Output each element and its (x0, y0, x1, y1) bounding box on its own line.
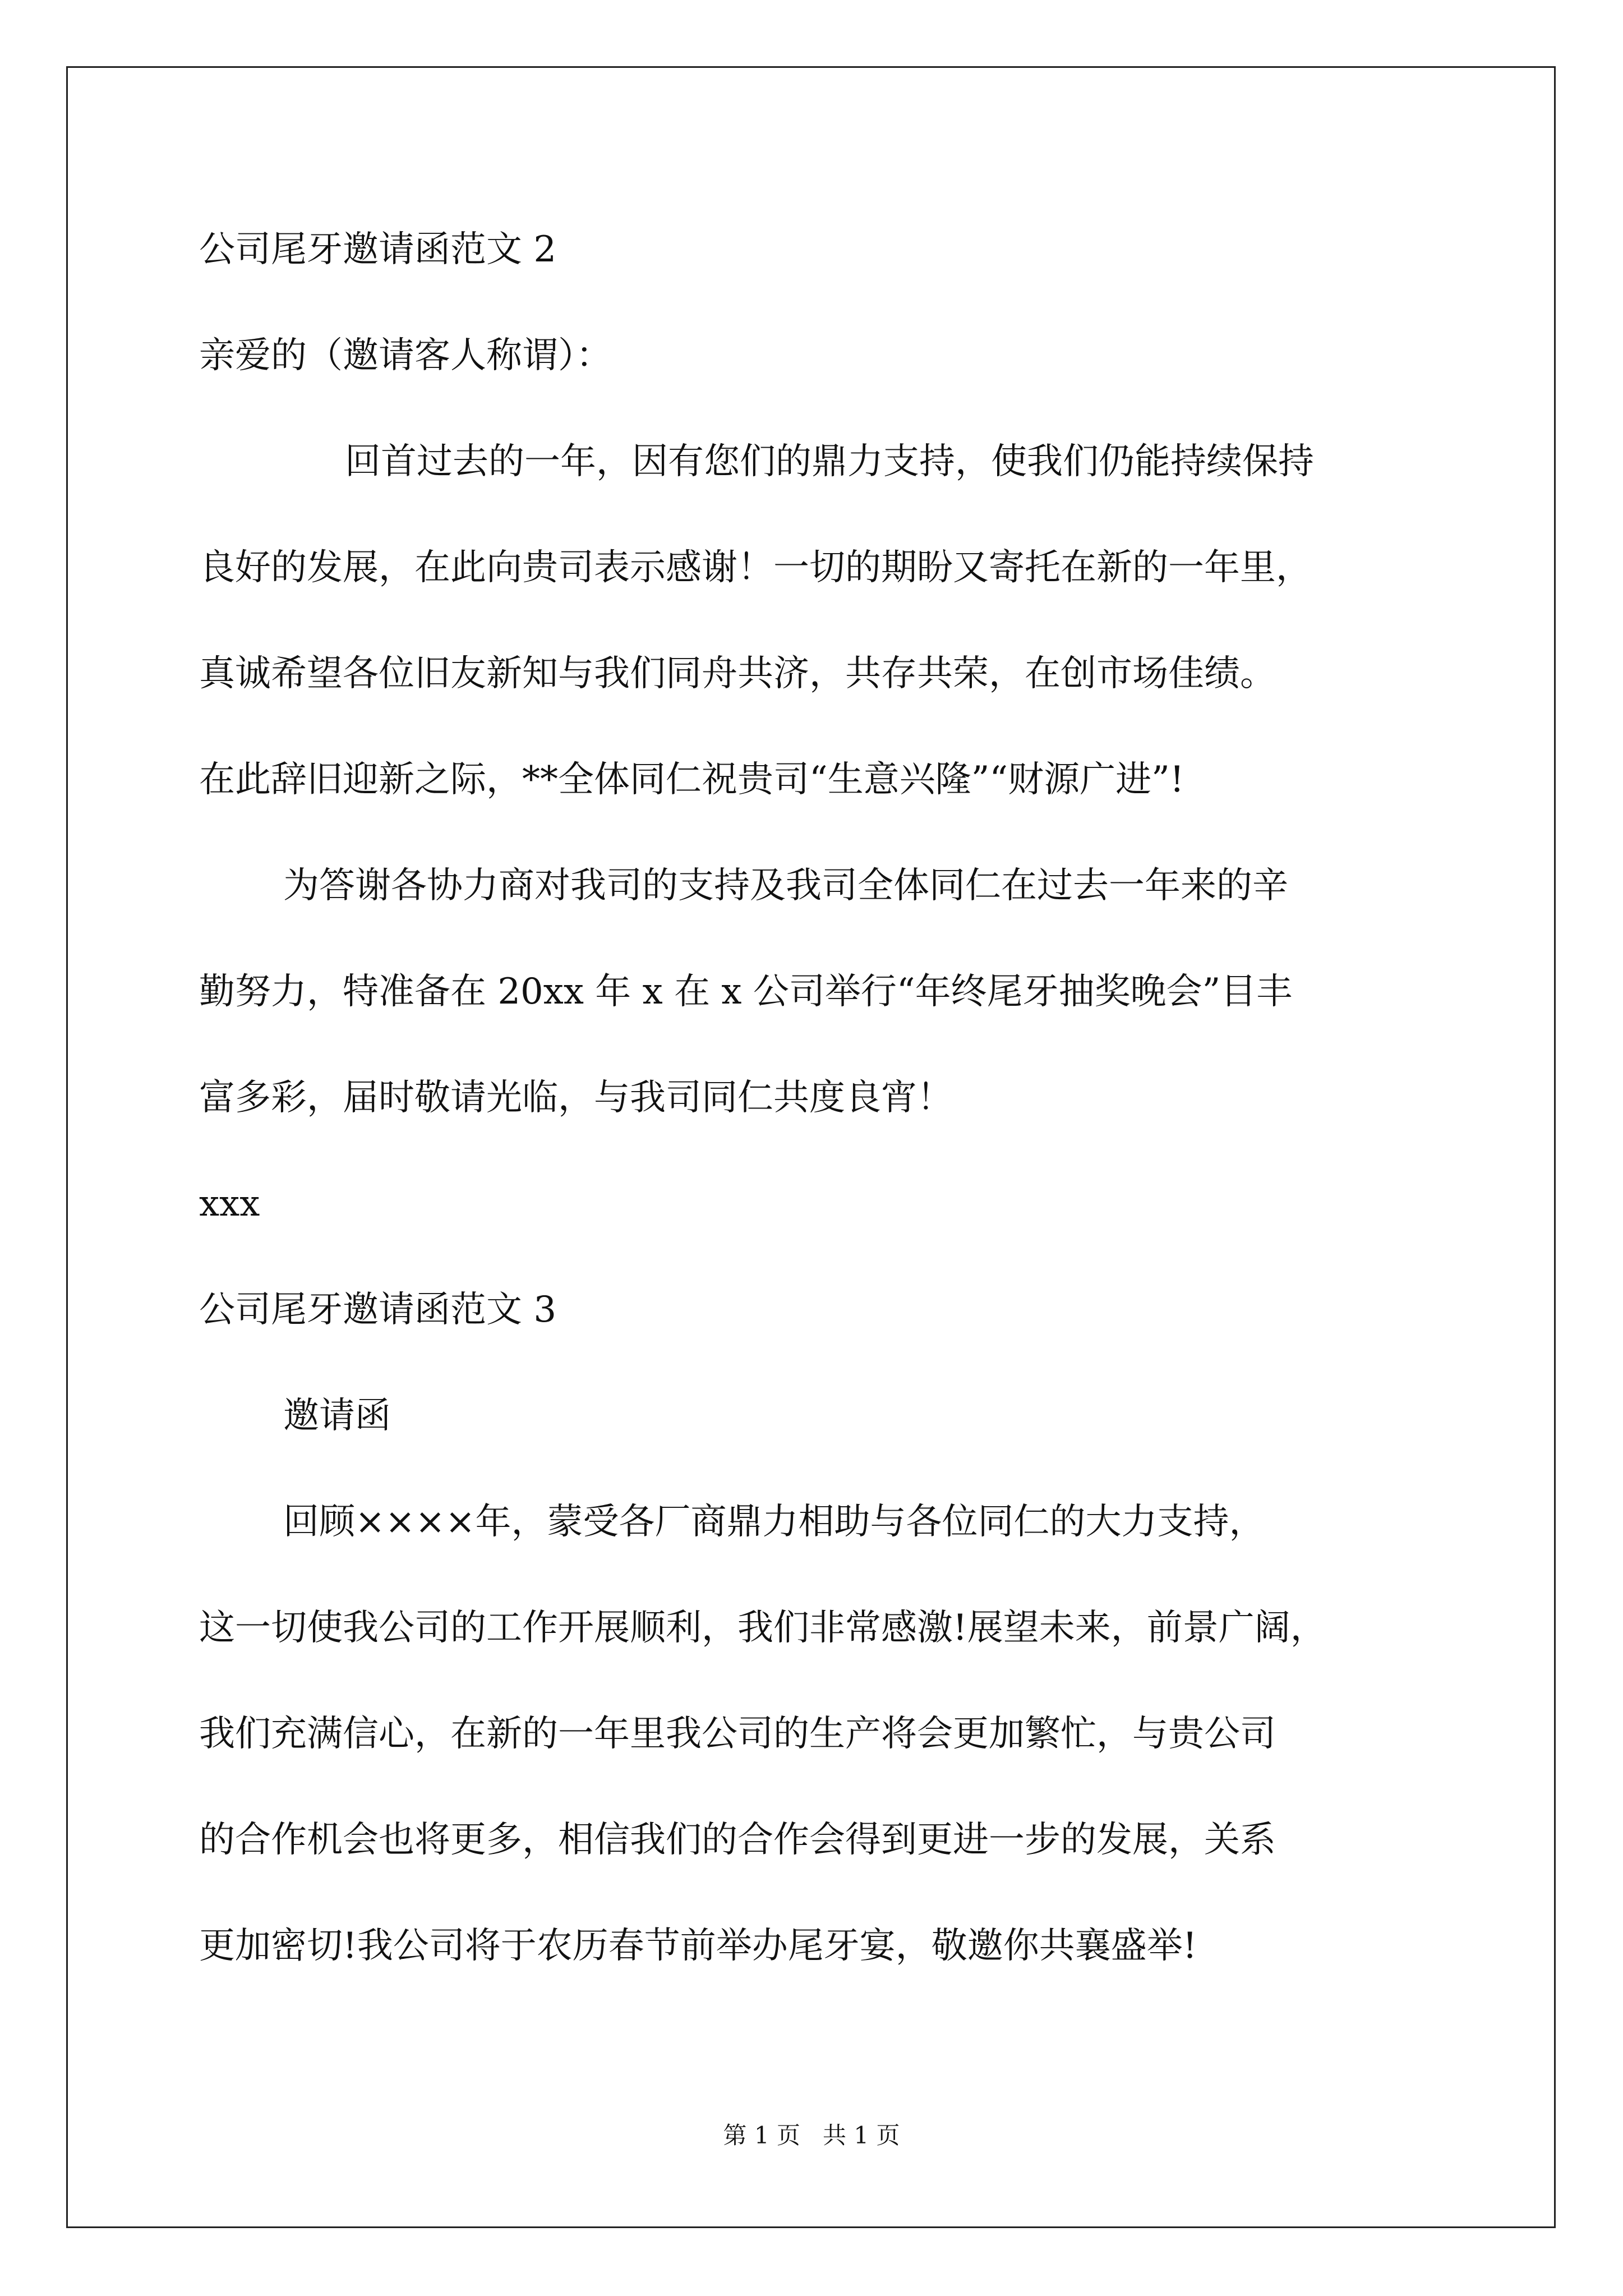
paragraph-line: 为答谢各协力商对我司的支持及我司全体同仁在过去一年来的辛 (283, 865, 1288, 907)
paragraph-line: 这一切使我公司的工作开展顺利，我们非常感激!展望未来，前景广阔， (199, 1607, 1326, 1649)
paragraph-line: 勤努力，特准备在 20xx 年 x 在 x 公司举行“年终尾牙抽奖晚会”目丰 (199, 971, 1293, 1013)
paragraph-line: 回首过去的一年，因有您们的鼎力支持，使我们仍能持续保持 (345, 441, 1314, 482)
paragraph-line: 我们充满信心，在新的一年里我公司的生产将会更加繁忙，与贵公司 (199, 1713, 1276, 1755)
paragraph-line: 的合作机会也将更多，相信我们的合作会得到更进一步的发展，关系 (199, 1819, 1276, 1861)
salutation: 亲爱的（邀请客人称谓）： (199, 335, 612, 376)
paragraph-line: 真诚希望各位旧友新知与我们同舟共济，共存共荣，在创市场佳绩。 (199, 653, 1276, 694)
paragraph-line: 在此辞旧迎新之际，**全体同仁祝贵司“生意兴隆”“财源广进”! (199, 759, 1184, 800)
paragraph-line: 回顾××××年，蒙受各厂商鼎力相助与各位同仁的大力支持， (283, 1501, 1265, 1543)
section-title-3: 公司尾牙邀请函范文 3 (199, 1289, 557, 1331)
paragraph-line: 良好的发展，在此向贵司表示感谢！一切的期盼又寄托在新的一年里， (199, 547, 1312, 588)
letter-heading: 邀请函 (283, 1395, 391, 1437)
paragraph-line: 更加密切!我公司将于农历春节前举办尾牙宴，敬邀你共襄盛举! (199, 1925, 1197, 1967)
page-border (66, 66, 1556, 2228)
signature: xxx (199, 1183, 260, 1225)
section-title-2: 公司尾牙邀请函范文 2 (199, 229, 557, 270)
page-footer: 第 1 页 共 1 页 (723, 2122, 900, 2149)
paragraph-line: 富多彩，届时敬请光临，与我司同仁共度良宵！ (199, 1077, 953, 1119)
